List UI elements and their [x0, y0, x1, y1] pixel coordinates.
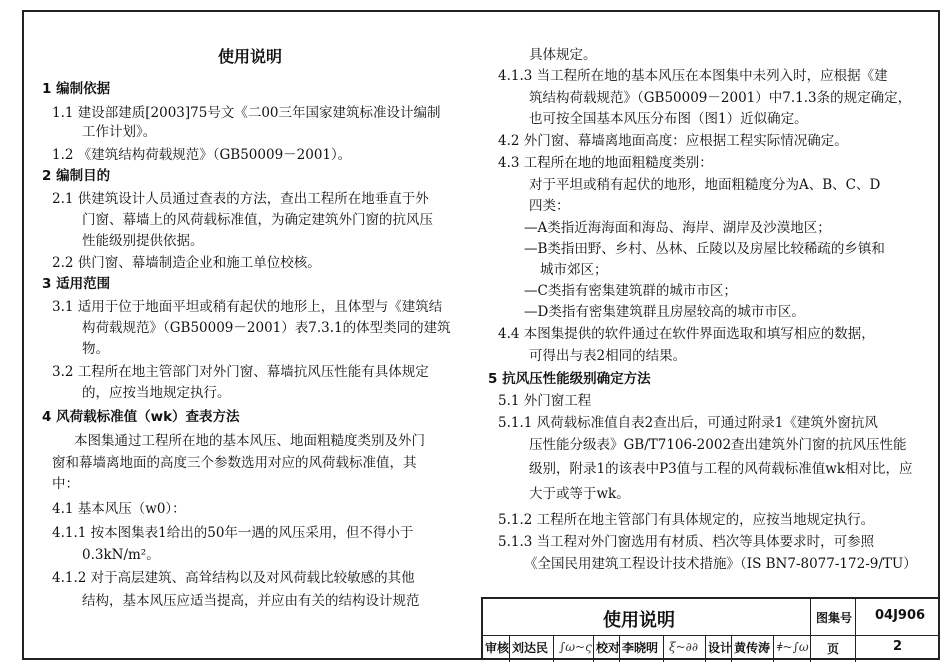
- text-line: 4.4 本图集提供的软件通过在软件界面选取和填写相应的数据，: [498, 326, 875, 342]
- text-line: 性能级别提供依据。: [82, 233, 204, 249]
- text-line: 《全国民用建筑工程设计技术措施》（IS BN7-8077-172-9/TU）: [524, 556, 917, 572]
- title-block-name: 使用说明: [603, 610, 675, 631]
- atlas-number: 04J906: [875, 608, 926, 623]
- text-line: —C类指有密集建筑群的城市市区；: [524, 283, 737, 299]
- text-line: 4.3 工程所在地的地面粗糙度类别：: [498, 155, 713, 171]
- text-line: 物。: [82, 341, 109, 357]
- review-name: 刘达民: [512, 641, 549, 655]
- section-heading: 5 抗风压性能级别确定方法: [488, 371, 651, 387]
- section-heading: 3 适用范围: [42, 276, 111, 292]
- atlas-number-label: 图集号: [816, 611, 853, 625]
- text-line: 1.1 建设部建质[2003]75号文《二00三年国家建筑标准设计编制: [52, 105, 441, 121]
- text-line: 的，应按当地规定执行。: [82, 385, 231, 401]
- divider: [593, 635, 594, 662]
- divider: [731, 635, 732, 662]
- text-line: 四类：: [529, 198, 570, 214]
- check-name: 李晓明: [622, 641, 659, 655]
- divider: [855, 599, 856, 662]
- text-line: 5.1 外门窗工程: [498, 393, 592, 409]
- divider: [705, 635, 706, 662]
- text-line: 5.1.3 当工程对外门窗选用有材质、档次等具体要求时，可参照: [498, 534, 875, 550]
- text-line: 中：: [52, 476, 79, 492]
- text-line: 0.3kN/m²。: [82, 547, 160, 563]
- text-line: 可得出与表2相同的结果。: [529, 348, 687, 364]
- text-line: 门窗、幕墙上的风荷载标准值，为确定建筑外门窗的抗风压: [82, 212, 433, 228]
- text-line: 2.2 供门窗、幕墙制造企业和施工单位校核。: [52, 255, 321, 271]
- section-heading: 4 风荷载标准值（wk）查表方法: [42, 409, 240, 425]
- text-line: 大于或等于wk。: [529, 486, 630, 502]
- divider: [663, 635, 664, 662]
- text-line: 5.1.1 风荷载标准值自表2查出后，可通过附录1《建筑外窗抗风: [498, 415, 878, 431]
- text-line: 具体规定。: [529, 47, 597, 63]
- text-line: 4.1 基本风压（w0）：: [52, 501, 186, 517]
- page-number: 2: [893, 639, 903, 654]
- text-line: 本图集通过工程所在地的基本风压、地面粗糙度类别及外门: [74, 433, 425, 449]
- text-line: 对于平坦或稍有起伏的地形，地面粗糙度分为A、B、C、D: [529, 177, 881, 193]
- text-line: 2.1 供建筑设计人员通过查表的方法，查出工程所在地垂直于外: [52, 191, 429, 207]
- text-line: —A类指近海海面和海岛、海岸、湖岸及沙漠地区；: [524, 220, 831, 236]
- review-signature: ∫ω~ς: [559, 640, 592, 654]
- design-label: 设计: [708, 641, 733, 655]
- text-line: 级别，附录1的该表中P3值与工程的风荷载标准值wk相对比，应: [529, 461, 913, 477]
- divider: [810, 599, 811, 662]
- text-line: 4.2 外门窗、幕墙离地面高度：应根据工程实际情况确定。: [498, 133, 848, 149]
- title-block: [481, 597, 939, 660]
- text-line: 结构，基本风压应适当提高，并应由有关的结构设计规范: [82, 593, 420, 609]
- text-line: 3.1 适用于位于地面平坦或稍有起伏的地形上，且体型与《建筑结: [52, 299, 443, 315]
- text-line: 筑结构荷载规范》（GB50009－2001）中7.1.3条的规定确定，: [529, 90, 912, 106]
- text-line: —B类指田野、乡村、丛林、丘陵以及房屋比较稀疏的乡镇和: [524, 241, 885, 257]
- text-line: 1.2 《建筑结构荷载规范》（GB50009－2001）。: [52, 147, 352, 163]
- divider: [619, 635, 620, 662]
- section-heading: 2 编制目的: [42, 168, 111, 184]
- check-label: 校对: [596, 641, 621, 655]
- text-line: 5.1.2 工程所在地主管部门有具体规定的，应按当地规定执行。: [498, 512, 875, 528]
- text-line: —D类指有密集建筑群且房屋较高的城市市区。: [524, 304, 805, 320]
- text-line: 4.1.2 对于高层建筑、高耸结构以及对风荷载比较敏感的其他: [52, 570, 415, 586]
- review-label: 审核: [485, 641, 510, 655]
- text-line: 工作计划》。: [82, 124, 157, 140]
- divider: [773, 635, 774, 662]
- text-line: 3.2 工程所在地主管部门对外门窗、幕墙抗风压性能有具体规定: [52, 364, 429, 380]
- text-line: 也可按全国基本风压分布图（图1）近似确定。: [529, 111, 808, 127]
- page-label: 页: [827, 642, 840, 656]
- text-line: 4.1.3 当工程所在地的基本风压在本图集中未列入时，应根据《建: [498, 68, 888, 84]
- title-block-top-row: [483, 599, 939, 636]
- section-heading: 1 编制依据: [42, 81, 111, 97]
- text-line: 构荷载规范》（GB50009－2001）表7.3.1的体型类同的建筑: [82, 320, 451, 336]
- design-name: 黄传涛: [734, 641, 771, 655]
- divider: [509, 635, 510, 662]
- design-signature: ǂ~∫ω: [777, 640, 809, 654]
- text-line: 窗和幕墙离地面的高度三个参数选用对应的风荷载标准值，其: [52, 455, 417, 471]
- page-title: 使用说明: [218, 47, 283, 66]
- text-line: 城市郊区；: [540, 262, 608, 278]
- text-line: 压性能分级表》GB/T7106-2002查出建筑外门窗的抗风压性能: [529, 437, 907, 453]
- check-signature: ξ~∂∂: [669, 640, 699, 654]
- divider: [553, 635, 554, 662]
- text-line: 4.1.1 按本图集表1给出的50年一遇的风压采用，但不得小于: [52, 525, 414, 541]
